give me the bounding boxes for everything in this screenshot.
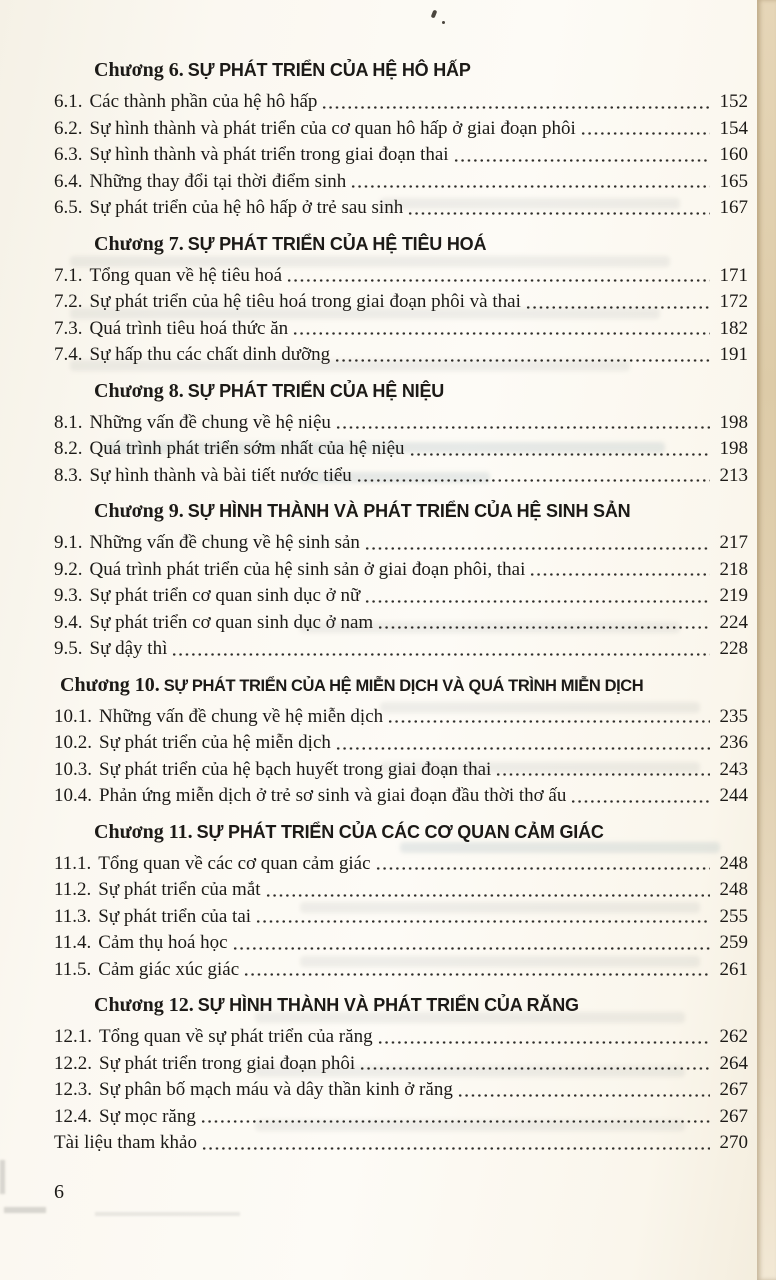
chapter-heading xyxy=(94,231,748,259)
item-page-number: 160 xyxy=(719,144,748,165)
toc-row xyxy=(54,1077,748,1104)
dot-leader xyxy=(265,893,710,898)
dot-leader xyxy=(335,425,710,430)
item-page-number: 198 xyxy=(719,411,748,433)
item-title: Sự hấp thu các chất dinh dưỡng xyxy=(89,344,331,365)
item-title: Sự dậy thì xyxy=(89,638,168,659)
item-number: 10.1. xyxy=(54,705,92,727)
item-number: 6.4. xyxy=(54,170,83,192)
references-label: Tài liệu tham khảo xyxy=(54,1132,197,1153)
item-title: Tổng quan về sự phát triển của răng xyxy=(99,1026,373,1047)
dot-leader xyxy=(377,1040,710,1045)
dot-leader xyxy=(171,652,710,657)
chapter-title: SỰ PHÁT TRIỂN CỦA HỆ HÔ HẤP xyxy=(187,60,471,80)
item-page-number: 182 xyxy=(719,317,748,339)
item-number: 9.2. xyxy=(54,558,83,580)
toc-row xyxy=(54,1104,748,1131)
item-number: 6.5. xyxy=(54,197,83,218)
item-title: Cảm thụ hoá học xyxy=(98,932,228,953)
item-title: Sự phát triển của hệ bạch huyết trong giai đoạn thai xyxy=(99,758,492,780)
toc-row xyxy=(54,89,748,116)
item-page-number: 267 xyxy=(719,1105,748,1127)
toc-row xyxy=(54,557,748,584)
dot-leader xyxy=(286,278,710,283)
item-page-number: 154 xyxy=(719,117,748,139)
item-page-number: 264 xyxy=(719,1052,748,1074)
toc-row xyxy=(54,636,748,663)
item-number: 9.4. xyxy=(54,611,83,633)
item-number: 12.3. xyxy=(54,1079,92,1100)
dot-leader xyxy=(201,1146,710,1151)
item-page-number: 255 xyxy=(719,905,748,927)
chapter-number-prefix: Chương 6. xyxy=(94,59,184,81)
item-page-number: 261 xyxy=(719,958,748,980)
toc-row xyxy=(54,436,748,463)
item-title: Những vấn đề chung về hệ sinh sản xyxy=(89,532,360,553)
item-page-number: 259 xyxy=(719,932,748,953)
item-title: Sự hình thành và phát triển trong giai đoạn thai xyxy=(89,144,449,165)
chapter-title: SỰ HÌNH THÀNH VÀ PHÁT TRIỂN CỦA HỆ SINH SẢN xyxy=(187,501,631,521)
item-number: 7.4. xyxy=(54,344,83,365)
item-page-number: 262 xyxy=(719,1026,748,1047)
item-title: Sự phát triển của hệ hô hấp ở trẻ sau sinh xyxy=(89,197,404,218)
item-number: 11.2. xyxy=(54,879,92,900)
toc-row xyxy=(54,1051,748,1078)
toc-row xyxy=(54,263,748,290)
item-title: Sự hình thành và phát triển của cơ quan hô hấp ở giai đoạn phôi xyxy=(89,117,576,139)
item-number: 10.3. xyxy=(54,758,92,780)
item-page-number: 217 xyxy=(719,532,748,553)
chapter-heading xyxy=(60,672,748,700)
toc-row xyxy=(54,783,748,810)
toc-section xyxy=(54,992,748,1130)
toc-row xyxy=(54,142,748,169)
chapter-heading xyxy=(94,498,748,526)
toc-row xyxy=(54,757,748,784)
toc-section xyxy=(54,498,748,663)
item-page-number: 243 xyxy=(719,758,748,780)
toc-row xyxy=(54,169,748,196)
dot-leader xyxy=(243,972,710,977)
item-number: 8.2. xyxy=(54,438,83,459)
item-title: Những thay đổi tại thời điểm sinh xyxy=(89,170,347,192)
item-page-number: 248 xyxy=(719,852,748,874)
item-number: 10.4. xyxy=(54,785,92,806)
item-number: 6.3. xyxy=(54,144,83,165)
chapter-heading xyxy=(94,992,748,1020)
item-title: Phản ứng miễn dịch ở trẻ sơ sinh và giai đoạn đầu thời thơ ấu xyxy=(99,785,567,806)
item-title: Sự phát triển của hệ tiêu hoá trong giai đoạn phôi và thai xyxy=(89,291,521,312)
item-number: 8.1. xyxy=(54,411,83,433)
item-title: Quá trình phát triển của hệ sinh sản ở giai đoạn phôi, thai xyxy=(89,558,526,580)
scan-smudge xyxy=(0,1160,5,1194)
dot-leader xyxy=(453,158,710,163)
item-title: Sự phát triển cơ quan sinh dục ở nam xyxy=(89,611,374,633)
item-number: 7.3. xyxy=(54,317,83,339)
references-row xyxy=(54,1130,748,1157)
page-number: 6 xyxy=(54,1180,64,1203)
toc-row xyxy=(54,583,748,610)
item-number: 9.3. xyxy=(54,585,83,606)
chapter-title: SỰ PHÁT TRIỂN CỦA CÁC CƠ QUAN CẢM GIÁC xyxy=(196,821,604,842)
item-title: Sự phát triển của tai xyxy=(98,905,252,927)
dot-leader xyxy=(335,746,710,751)
toc-row xyxy=(54,289,748,316)
toc-section xyxy=(54,819,748,984)
item-page-number: 172 xyxy=(719,291,748,312)
toc-row xyxy=(54,730,748,757)
item-page-number: 248 xyxy=(719,879,748,900)
toc-row xyxy=(54,930,748,957)
item-page-number: 244 xyxy=(719,785,748,806)
item-title: Tổng quan về các cơ quan cảm giác xyxy=(98,852,371,874)
dot-leader xyxy=(232,946,710,951)
item-title: Sự phát triển trong giai đoạn phôi xyxy=(99,1052,356,1074)
item-title: Tổng quan về hệ tiêu hoá xyxy=(89,264,283,286)
item-number: 12.2. xyxy=(54,1052,92,1074)
chapter-title: SỰ HÌNH THÀNH VÀ PHÁT TRIỂN CỦA RĂNG xyxy=(197,995,579,1015)
dot-leader xyxy=(387,719,710,724)
chapter-title: SỰ PHÁT TRIỂN CỦA HỆ TIÊU HOÁ xyxy=(187,233,487,254)
dot-leader xyxy=(356,478,710,483)
dot-leader xyxy=(495,772,710,777)
chapter-number-prefix: Chương 7. xyxy=(94,232,184,255)
item-title: Cảm giác xúc giác xyxy=(98,958,240,980)
chapter-number-prefix: Chương 8. xyxy=(94,379,184,402)
dot-leader xyxy=(334,358,710,363)
toc-section xyxy=(54,672,748,810)
toc-row xyxy=(54,1024,748,1051)
item-title: Những vấn đề chung về hệ miễn dịch xyxy=(99,705,384,727)
toc-row xyxy=(54,704,748,731)
item-page-number: 167 xyxy=(719,197,748,218)
item-number: 11.5. xyxy=(54,958,92,980)
toc-section xyxy=(54,57,748,222)
item-number: 9.5. xyxy=(54,638,83,659)
toc-row xyxy=(54,463,748,490)
toc-row xyxy=(54,316,748,343)
toc-row xyxy=(54,116,748,143)
toc-section xyxy=(54,378,748,490)
item-number: 6.1. xyxy=(54,91,83,112)
item-page-number: 236 xyxy=(719,732,748,753)
chapter-title: SỰ PHÁT TRIỂN CỦA HỆ MIỄN DỊCH VÀ QUÁ TRÌNH MIỄN DỊCH xyxy=(163,676,644,695)
chapter-number-prefix: Chương 10. xyxy=(60,673,160,696)
chapter-number-prefix: Chương 11. xyxy=(94,820,193,843)
item-page-number: 267 xyxy=(719,1079,748,1100)
item-title: Sự mọc răng xyxy=(99,1105,196,1127)
item-page-number: 152 xyxy=(719,91,748,112)
chapter-number-prefix: Chương 12. xyxy=(94,994,194,1016)
item-page-number: 270 xyxy=(719,1132,748,1153)
toc-row xyxy=(54,904,748,931)
dot-leader xyxy=(525,305,710,310)
dot-leader xyxy=(409,452,710,457)
item-number: 11.4. xyxy=(54,932,92,953)
dot-leader xyxy=(377,625,710,630)
item-title: Những vấn đề chung về hệ niệu xyxy=(89,411,331,433)
dot-leader xyxy=(255,919,710,924)
toc-row xyxy=(54,957,748,984)
dot-leader xyxy=(359,1066,710,1071)
toc-row xyxy=(54,195,748,222)
dot-leader xyxy=(375,866,710,871)
item-title: Sự phát triển của hệ miễn dịch xyxy=(99,732,331,753)
toc-row xyxy=(54,342,748,369)
item-title: Quá trình phát triển sớm nhất của hệ niệu xyxy=(89,438,405,459)
toc-row xyxy=(54,410,748,437)
dot-leader xyxy=(580,131,710,136)
dot-leader xyxy=(321,105,710,110)
dot-leader xyxy=(364,546,710,551)
item-page-number: 171 xyxy=(719,264,748,286)
chapter-heading xyxy=(94,57,748,85)
chapter-title: SỰ PHÁT TRIỂN CỦA HỆ NIỆU xyxy=(187,380,445,401)
dot-leader xyxy=(292,331,710,336)
dot-leader xyxy=(570,799,710,804)
item-title: Các thành phần của hệ hô hấp xyxy=(89,91,318,112)
toc-row xyxy=(54,877,748,904)
item-number: 7.2. xyxy=(54,291,83,312)
dot-leader xyxy=(200,1119,710,1124)
dot-leader xyxy=(529,572,710,577)
item-title: Sự phát triển cơ quan sinh dục ở nữ xyxy=(89,585,361,606)
item-page-number: 198 xyxy=(719,438,748,459)
scan-speck xyxy=(442,21,445,24)
dot-leader xyxy=(457,1093,710,1098)
chapter-number-prefix: Chương 9. xyxy=(94,500,184,522)
item-number: 11.1. xyxy=(54,852,92,874)
item-page-number: 213 xyxy=(719,464,748,486)
item-page-number: 228 xyxy=(719,638,748,659)
item-number: 11.3. xyxy=(54,905,92,927)
item-title: Sự hình thành và bài tiết nước tiểu xyxy=(89,464,352,486)
item-number: 10.2. xyxy=(54,732,92,753)
item-page-number: 224 xyxy=(719,611,748,633)
item-page-number: 191 xyxy=(719,344,748,365)
item-number: 12.4. xyxy=(54,1105,92,1127)
item-number: 9.1. xyxy=(54,532,83,553)
toc-row xyxy=(54,610,748,637)
scan-smudge xyxy=(4,1207,46,1213)
toc-section xyxy=(54,231,748,369)
toc-row xyxy=(54,530,748,557)
chapter-heading xyxy=(94,378,748,406)
dot-leader xyxy=(350,184,710,189)
item-page-number: 165 xyxy=(719,170,748,192)
item-title: Quá trình tiêu hoá thức ăn xyxy=(89,317,289,339)
item-number: 8.3. xyxy=(54,464,83,486)
item-number: 6.2. xyxy=(54,117,83,139)
item-page-number: 218 xyxy=(719,558,748,580)
item-title: Sự phát triển của mắt xyxy=(98,879,261,900)
item-number: 7.1. xyxy=(54,264,83,286)
chapter-heading xyxy=(94,819,748,847)
item-title: Sự phân bố mạch máu và dây thần kinh ở răng xyxy=(99,1079,453,1100)
toc-row xyxy=(54,851,748,878)
scan-smudge xyxy=(95,1212,240,1216)
item-number: 12.1. xyxy=(54,1026,92,1047)
dot-leader xyxy=(407,211,710,216)
item-page-number: 219 xyxy=(719,585,748,606)
dot-leader xyxy=(364,599,710,604)
item-page-number: 235 xyxy=(719,705,748,727)
